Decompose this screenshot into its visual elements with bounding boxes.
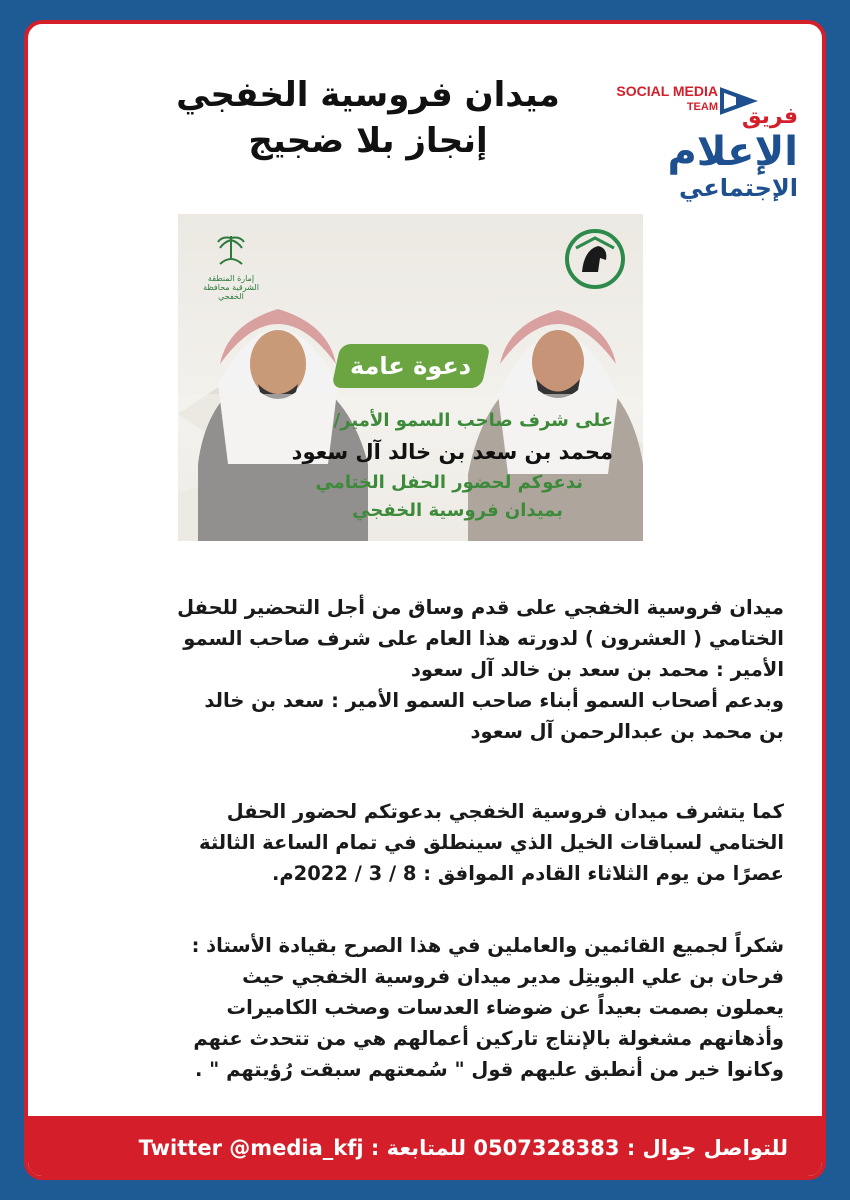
invitation-honor-line: على شرف صاحب السمو الأمير/ [333,410,613,431]
paragraph-line: وكانوا خير من أنطبق عليهم قول " سُمعتهم سبقت رُؤيتهم " . [194,1058,784,1081]
invitation-prince-name: محمد بن سعد بن خالد آل سعود [291,440,613,464]
paragraph-line: الأمير : محمد بن سعد بن خالد آل سعود [410,658,784,681]
paragraph-line: كما يتشرف ميدان فروسية الخفجي بدعوتكم لحضور الحفل [226,800,784,823]
paragraph-line: الختامي لسباقات الخيل الذي سينطلق في تمام الساعة الثالثة [199,831,784,854]
paragraph-line: وبدعم أصحاب السمو أبناء صاحب السمو الأمير : سعد بن خالد [204,689,784,712]
paragraph-preparation [84,592,784,747]
paragraph-line: ميدان فروسية الخفجي على قدم وساق من أجل التحضير للحفل [177,596,784,619]
invitation-attend-line: ندعوكم لحضور الحفل الختامي [315,472,583,493]
governorate-label: إمارة المنطقة الشرقية محافظة الخفجي [203,274,259,301]
invitation-image [178,214,643,541]
paragraph-line: يعملون بصمت بعيداً عن ضوضاء العدسات وصخب الكاميرات [226,996,784,1019]
headline-subtitle: إنجاز بلا ضجيج [248,121,488,161]
logo-team-text: TEAM [686,101,718,113]
paragraph-thanks [84,930,784,1085]
paragraph-line: شكراً لجميع القائمين والعاملين في هذا الصرح بقيادة الأستاذ : [191,934,784,957]
logo-social-media-text: SOCIAL MEDIA [616,83,718,99]
logo-word-team: فريق [741,104,798,129]
equestrian-club-logo [564,228,626,290]
paragraph-line: الختامي ( العشرون ) لدورته هذا العام على شرف صاحب السمو [183,627,784,650]
paragraph-line: فرحان بن علي البويتِل مدير ميدان فروسية الخفجي حيث [242,965,784,988]
contact-info: للتواصل جوال : 0507328383 للمتابعة : Twitter @media_kfj [138,1136,788,1160]
paragraph-line: وأذهانهم مشغولة بالإنتاج تاركين أعمالهم هي من تتحدث عنهم [193,1027,784,1050]
public-invitation-badge [331,344,490,388]
governorate-logo [196,232,266,301]
paragraph-line: بن محمد بن عبدالرحمن آل سعود [470,720,784,743]
paragraph-line: عصرًا من يوم الثلاثاء القادم الموافق : 8 / 3 / 2022م. [271,862,784,885]
palm-swords-icon [216,232,246,268]
flyer-card [24,20,826,1180]
badge-label: دعوة عامة [350,352,472,380]
paragraph-invitation [84,796,784,889]
headline [148,72,588,164]
logo-word-social: الإجتماعي [679,174,798,202]
contact-footer [28,1116,826,1180]
headline-title: ميدان فروسية الخفجي [176,75,560,115]
invitation-venue-line: بميدان فروسية الخفجي [352,500,563,521]
social-media-team-logo [598,66,798,216]
logo-word-media: الإعلام [667,129,798,175]
